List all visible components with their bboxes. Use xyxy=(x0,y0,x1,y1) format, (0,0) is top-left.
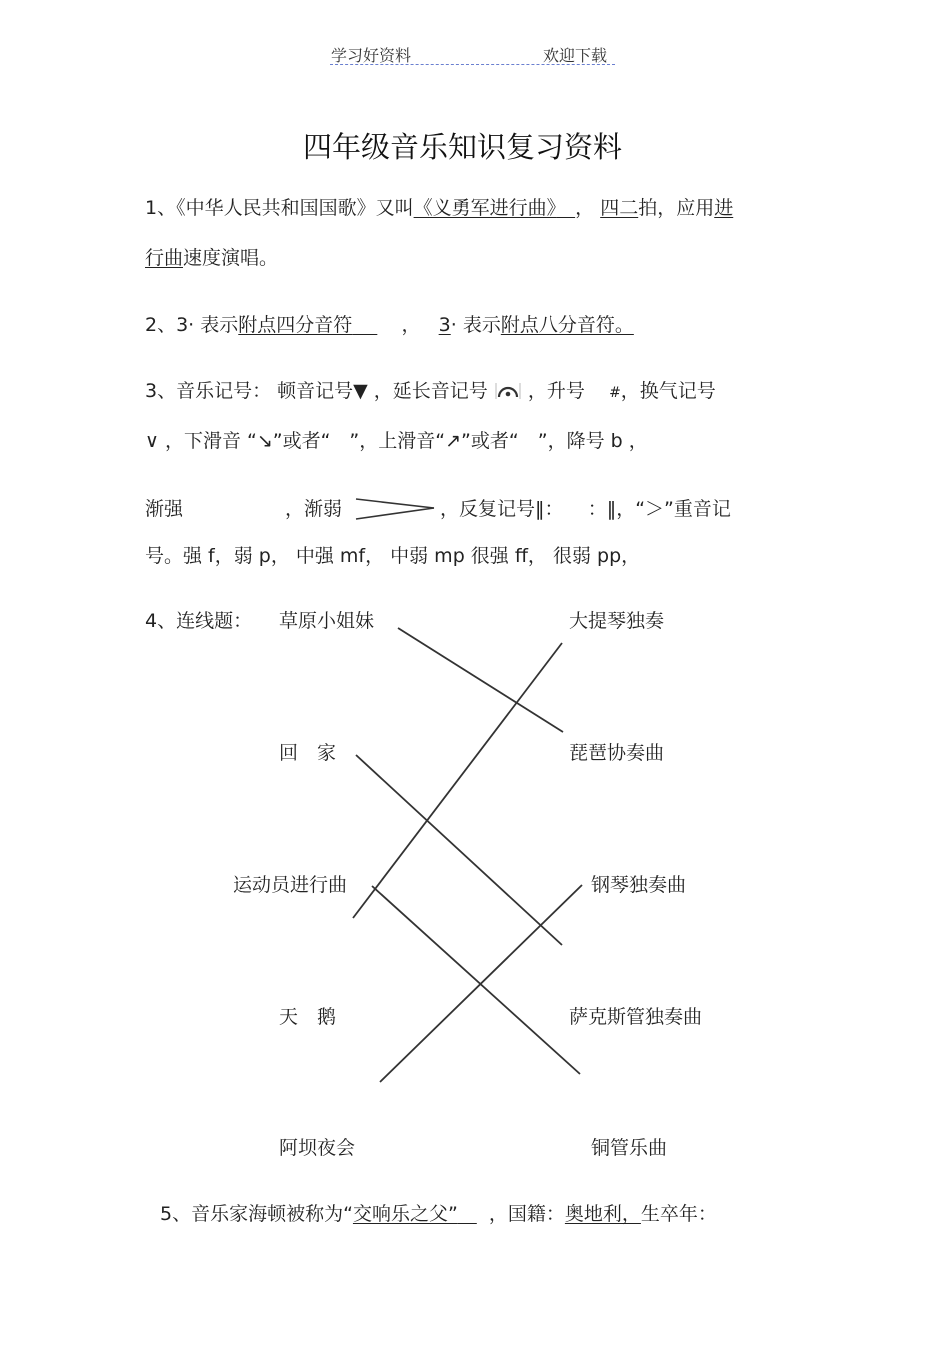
q5-answer-2: 奥地利， xyxy=(564,1203,641,1225)
q5-answer-1: 交响乐之父” xyxy=(352,1203,458,1225)
match-left-item: 阿坝夜会 xyxy=(279,1137,356,1159)
q1-text-4: 速度演唱。 xyxy=(183,247,279,269)
q2-answer-2: 附点八分音符。 xyxy=(500,314,634,336)
q1-answer-3: 进 xyxy=(714,197,734,219)
match-line xyxy=(372,886,580,1074)
q3-text-3a: 渐强 xyxy=(145,498,184,520)
q1-answer-1: 《义勇军进行曲》 xyxy=(413,197,557,219)
page-title: 四年级音乐知识复习资料 xyxy=(302,130,622,164)
q5-blank-1 xyxy=(458,1203,477,1225)
q5-text-3: 生卒年： xyxy=(640,1203,717,1225)
q2-text-1: 2、3· 表示 xyxy=(145,314,239,336)
q1-answer-2: 四二 xyxy=(600,197,639,219)
match-right-item: 铜管乐曲 xyxy=(591,1137,668,1159)
q2-dotted-eighth-digit: 3 xyxy=(438,314,451,336)
q2-answer-1: 附点四分音符 xyxy=(238,314,353,336)
match-left-item: 草原小姐妹 xyxy=(279,610,375,632)
q5-text-2: ，国籍： xyxy=(488,1203,565,1225)
match-right-item: 大提琴独奏 xyxy=(569,610,665,632)
match-line xyxy=(398,628,563,732)
header-left: 学习好资料 xyxy=(331,46,412,65)
q3-text-3d: ：‖，“＞”重音记 xyxy=(587,498,731,520)
header-right: 欢迎下载 xyxy=(543,46,608,65)
q3-text-1c: ，换气记号 xyxy=(620,380,716,402)
match-left-item: 运动员进行曲 xyxy=(233,874,348,896)
question-3-line-4: 号。强 f，弱 p， 中强 mf， 中弱 mp 很强 ff， 很弱 pp， xyxy=(145,545,641,567)
match-line xyxy=(356,755,562,945)
q3-text-1a: 3、音乐记号： 顿音记号▼ ，延长音记号 xyxy=(145,380,488,402)
question-5 xyxy=(160,1205,717,1224)
q5-text-1: 5、音乐家海顿被称为“ xyxy=(160,1203,353,1225)
match-right-item: 萨克斯管独奏曲 xyxy=(569,1006,703,1028)
q2-text-3: · 表示 xyxy=(450,314,501,336)
q1-text-2: ， xyxy=(575,197,595,219)
q1-text-3: 拍，应用 xyxy=(638,197,715,219)
match-right-item: 钢琴独奏曲 xyxy=(591,874,687,896)
q2-text-2: ， xyxy=(401,314,421,336)
question-4-label: 4、连线题： xyxy=(145,610,253,632)
question-3-line-2: ∨ ，下滑音 “↘”或者“ ”，上滑音“↗”或者“ ”，降号 b ， xyxy=(145,430,648,452)
q3-text-1b: ，升号 xyxy=(527,380,585,402)
match-line xyxy=(380,885,582,1082)
match-left-item: 天 鹅 xyxy=(279,1006,337,1028)
q1-text-1: 1、《中华人民共和国国歌》又叫 xyxy=(145,197,414,219)
q3-text-3c: ，反复记号‖： xyxy=(440,498,564,520)
q1-answer-4: 行曲 xyxy=(145,247,184,269)
q3-text-3b: ，渐弱 xyxy=(285,498,343,520)
match-left-item: 回 家 xyxy=(279,742,337,764)
sharp-icon: # xyxy=(609,385,621,401)
match-right-item: 琵琶协奏曲 xyxy=(569,742,665,764)
